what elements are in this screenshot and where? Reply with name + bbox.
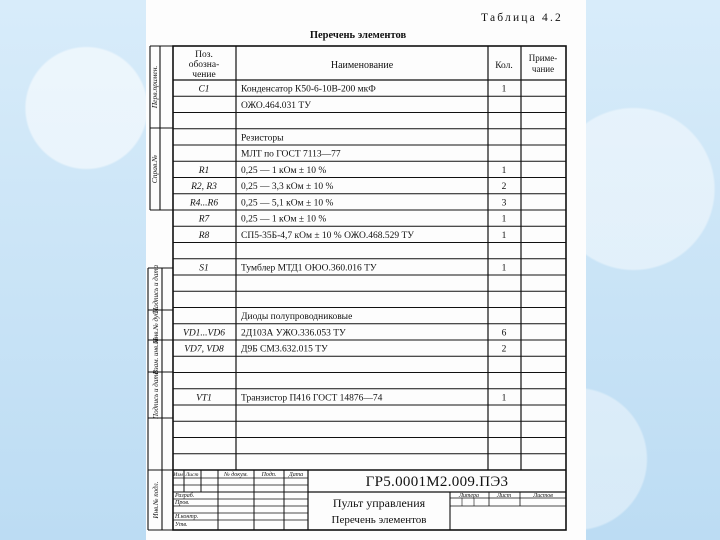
row-name: Диоды полупроводниковые	[241, 312, 353, 323]
row-qty: 1	[501, 230, 507, 241]
side-label-podpis-data-1: Подпись и дата	[152, 265, 160, 313]
row-name: СП5-35Б-4,7 кОм ± 10 % ОЖО.468.529 ТУ	[241, 230, 415, 241]
row-name: 0,25 — 5,1 кОм ± 10 %	[241, 198, 334, 209]
header-note-line1: Приме-	[528, 53, 558, 63]
stamp-role-utv: Утв.	[175, 522, 188, 528]
table-caption: Таблица 4.2	[481, 12, 564, 24]
side-label-podpis-data-2: Подпись и дата	[152, 371, 160, 419]
row-pos: R8	[198, 230, 210, 241]
element-rows	[173, 85, 566, 454]
stamp-list: Лист	[496, 493, 512, 499]
stamp-designation: ГР5.0001М2.009.ПЭ3	[365, 474, 509, 490]
stamp-role-nkontr: Н.контр.	[175, 514, 199, 520]
row-name: 0,25 — 3,3 кОм ± 10 %	[241, 182, 334, 193]
stamp-product-name: Пульт управления	[332, 496, 426, 510]
stamp-col-podp: Подп.	[261, 472, 277, 478]
header-pos-line3: чение	[192, 70, 216, 80]
row-name: Тумблер МТД1 ОЮО.360.016 ТУ	[241, 263, 377, 274]
stamp-role-razrab: Разраб.	[175, 493, 195, 499]
stamp-col-data: Дата	[288, 472, 304, 478]
row-name: 2Д103А УЖО.336.053 ТУ	[241, 328, 346, 339]
row-pos: R7	[198, 214, 210, 225]
row-qty: 2	[501, 344, 507, 355]
stamp-col-izm: Изм	[173, 472, 183, 478]
stamp-doc-name: Перечень элементов	[331, 514, 427, 526]
row-name: МЛТ по ГОСТ 7113—77	[241, 149, 341, 160]
row-qty: 3	[501, 198, 507, 209]
row-pos: R1	[198, 165, 210, 176]
row-name: ОЖО.464.031 ТУ	[241, 100, 311, 111]
row-qty: 1	[501, 165, 507, 176]
row-pos: VD1...VD6	[183, 328, 225, 339]
side-label-inv-podl: Инв.№ подл.	[152, 481, 160, 519]
row-qty: 1	[501, 393, 507, 404]
stamp-col-doc: № докум.	[224, 472, 248, 478]
table-frame	[173, 46, 566, 530]
stamp-listov: Листов	[533, 493, 553, 499]
row-name: Д9Б СМ3.632.015 ТУ	[241, 344, 328, 355]
header-pos-line1: Поз.	[195, 50, 213, 60]
side-label-inv-dubl: Инв.№ дубл.	[152, 306, 160, 344]
element-list-drawing	[146, 0, 586, 540]
row-name: Транзистор П416 ГОСТ 14876—74	[241, 393, 383, 404]
row-pos: R2, R3	[191, 182, 217, 193]
side-label-perv-primen: Перв.примен.	[150, 65, 159, 109]
header-note-line2: чание	[531, 64, 555, 74]
row-name: Резисторы	[241, 133, 284, 144]
row-pos: R4...R6	[189, 198, 219, 209]
row-qty: 1	[501, 263, 507, 274]
row-qty: 6	[501, 328, 507, 339]
document-sheet	[146, 0, 586, 540]
table-header	[189, 50, 558, 80]
title-block	[172, 470, 566, 530]
side-label-sprav-no: Справ.№	[150, 154, 159, 184]
row-name: Конденсатор К50-6-10В-200 мкФ	[241, 84, 376, 95]
stamp-litera: Литера	[458, 493, 480, 499]
row-qty: 1	[501, 214, 507, 225]
row-pos: VD7, VD8	[184, 344, 224, 355]
row-qty: 2	[501, 182, 507, 193]
document-title: Перечень элементов	[309, 30, 407, 41]
row-name: 0,25 — 1 кОм ± 10 %	[241, 214, 327, 225]
left-margin-strip	[148, 46, 173, 530]
row-pos: S1	[199, 263, 209, 274]
row-pos: C1	[198, 84, 210, 95]
stamp-role-prov: Пров.	[175, 500, 190, 506]
row-pos: VT1	[196, 393, 212, 404]
row-name: 0,25 — 1 кОм ± 10 %	[241, 165, 327, 176]
header-qty: Кол.	[495, 61, 513, 71]
side-label-vzam-inv: Взам. инв.№	[152, 337, 160, 375]
header-pos-line2: обозна-	[188, 60, 220, 70]
row-qty: 1	[501, 84, 507, 95]
stamp-col-list: Лист	[185, 472, 199, 478]
header-name: Наименование	[330, 60, 394, 71]
